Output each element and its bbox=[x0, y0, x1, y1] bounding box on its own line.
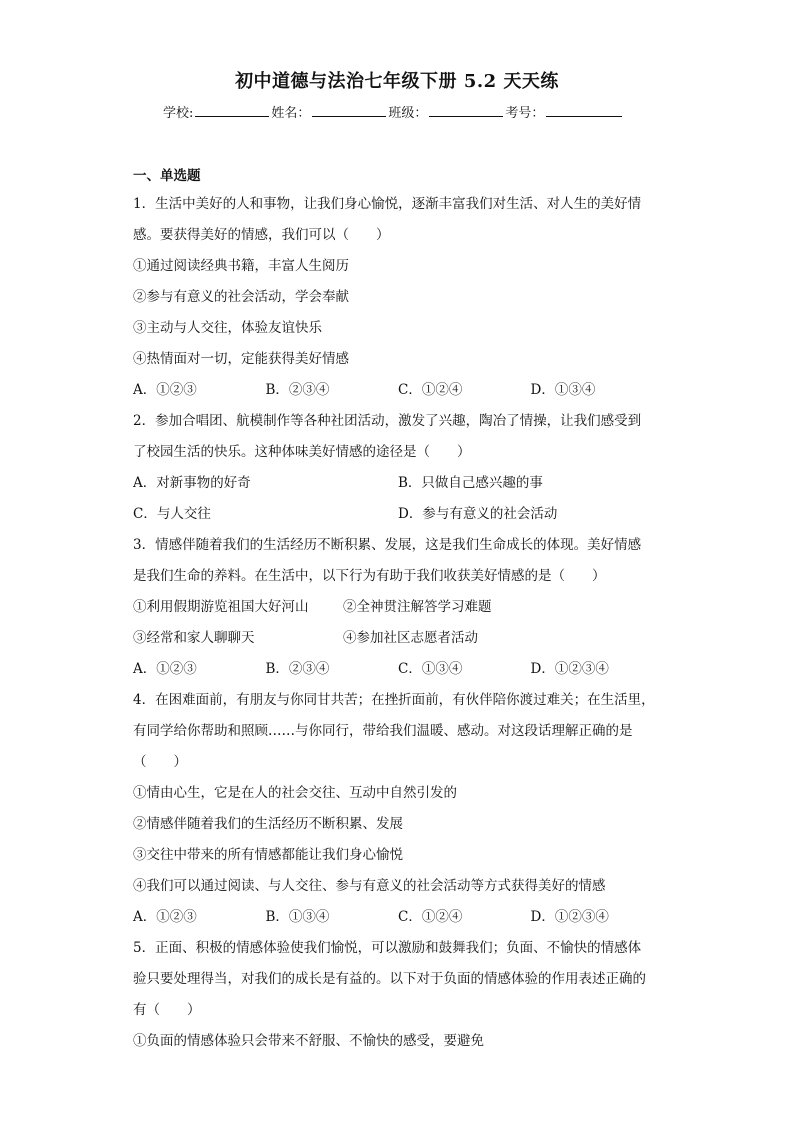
statement-item: ④我们可以通过阅读、与人交往、参与有意义的社会活动等方式获得美好的情感 bbox=[133, 878, 606, 894]
question-3 bbox=[133, 530, 663, 685]
statement-item: ①通过阅读经典书籍，丰富人生阅历 bbox=[133, 258, 349, 274]
question-stem: 感。要获得美好的情感，我们可以（ ） bbox=[133, 227, 390, 243]
question-stem: 3．情感伴随着我们的生活经历不断积累、发展，这是我们生命成长的体现。美好情感 bbox=[133, 537, 642, 553]
section-title: 一、单选题 bbox=[133, 168, 201, 184]
answer-options bbox=[133, 375, 663, 406]
option-a[interactable]: A．①②③ bbox=[133, 661, 197, 677]
question-stem: 2．参加合唱团、航模制作等各种社团活动，激发了兴趣，陶冶了情操，让我们感受到 bbox=[133, 413, 642, 429]
statement-item: ③交往中带来的所有情感都能让我们身心愉悦 bbox=[133, 847, 403, 863]
option-c[interactable]: C．①②④ bbox=[398, 382, 463, 398]
class-blank[interactable] bbox=[429, 103, 503, 117]
option-a[interactable]: A．对新事物的好奇 bbox=[133, 475, 251, 491]
statement-pair bbox=[133, 623, 663, 654]
answer-options bbox=[133, 902, 663, 933]
page-title: 初中道德与法治七年级下册 5.2 天天练 bbox=[235, 71, 559, 92]
statement-item: ②全神贯注解答学习难题 bbox=[343, 599, 492, 615]
option-a[interactable]: A．①②③ bbox=[133, 382, 197, 398]
question-stem: 是我们生命的养料。在生活中，以下行为有助于我们收获美好情感的是（ ） bbox=[133, 568, 606, 584]
question-stem: 5．正面、积极的情感体验使我们愉悦，可以激励和鼓舞我们；负面、不愉快的情感体 bbox=[133, 940, 642, 956]
statement-item: ②参与有意义的社会活动，学会奉献 bbox=[133, 289, 349, 305]
statement-item: ④热情面对一切，定能获得美好情感 bbox=[133, 351, 349, 367]
statement-item: ①利用假期游览祖国大好河山 bbox=[133, 599, 309, 615]
exam-no-blank[interactable] bbox=[546, 103, 622, 117]
option-a[interactable]: A．①②③ bbox=[133, 909, 197, 925]
statement-item: ③经常和家人聊聊天 bbox=[133, 630, 255, 646]
name-label: 姓名： bbox=[271, 106, 311, 121]
school-label: 学校: bbox=[163, 106, 194, 121]
option-d[interactable]: D．参与有意义的社会活动 bbox=[398, 506, 558, 522]
option-b[interactable]: B．只做自己感兴趣的事 bbox=[398, 475, 543, 491]
option-d[interactable]: D．①②③④ bbox=[530, 661, 609, 677]
student-info-row bbox=[163, 103, 683, 123]
statement-item: ②情感伴随着我们的生活经历不断积累、发展 bbox=[133, 816, 403, 832]
question-stem: 4．在困难面前，有朋友与你同甘共苦；在挫折面前，有伙伴陪你渡过难关；在生活里， bbox=[133, 692, 655, 708]
option-c[interactable]: C．①②④ bbox=[398, 909, 463, 925]
answer-options bbox=[133, 499, 663, 530]
question-4 bbox=[133, 685, 663, 933]
question-stem: 了校园生活的快乐。这种体味美好情感的途径是（ ） bbox=[133, 444, 471, 460]
question-stem: 验只要处理得当，对我们的成长是有益的。以下对于负面的情感体验的作用表述正确的 bbox=[133, 971, 646, 987]
statement-item: ①情由心生，它是在人的社会交往、互动中自然引发的 bbox=[133, 785, 457, 801]
option-d[interactable]: D．①②③④ bbox=[530, 909, 609, 925]
question-stem: 1．生活中美好的人和事物，让我们身心愉悦，逐渐丰富我们对生活、对人生的美好情 bbox=[133, 196, 642, 212]
question-stem: （ ） bbox=[133, 754, 187, 770]
question-stem: 有（ ） bbox=[133, 1002, 201, 1018]
option-c[interactable]: C．与人交往 bbox=[133, 506, 211, 522]
question-list bbox=[133, 163, 663, 1057]
statement-item: ④参加社区志愿者活动 bbox=[343, 630, 478, 646]
option-b[interactable]: B．②③④ bbox=[265, 661, 330, 677]
statement-item: ③主动与人交往，体验友谊快乐 bbox=[133, 320, 322, 336]
name-blank[interactable] bbox=[312, 103, 386, 117]
statement-item: ①负面的情感体验只会带来不舒服、不愉快的感受，要避免 bbox=[133, 1033, 484, 1049]
answer-options bbox=[133, 468, 663, 499]
exam-no-label: 考号： bbox=[505, 106, 545, 121]
question-2 bbox=[133, 406, 663, 530]
option-b[interactable]: B．①③④ bbox=[265, 909, 330, 925]
option-d[interactable]: D．①③④ bbox=[530, 382, 596, 398]
question-5 bbox=[133, 933, 663, 1057]
school-blank[interactable] bbox=[195, 103, 269, 117]
class-label: 班级： bbox=[388, 106, 428, 121]
question-1 bbox=[133, 189, 663, 406]
option-c[interactable]: C．①③④ bbox=[398, 661, 463, 677]
statement-pair bbox=[133, 592, 663, 623]
answer-options bbox=[133, 654, 663, 685]
option-b[interactable]: B．②③④ bbox=[265, 382, 330, 398]
question-stem: 有同学给你帮助和照顾……与你同行，带给我们温暖、感动。对这段话理解正确的是 bbox=[133, 723, 633, 739]
